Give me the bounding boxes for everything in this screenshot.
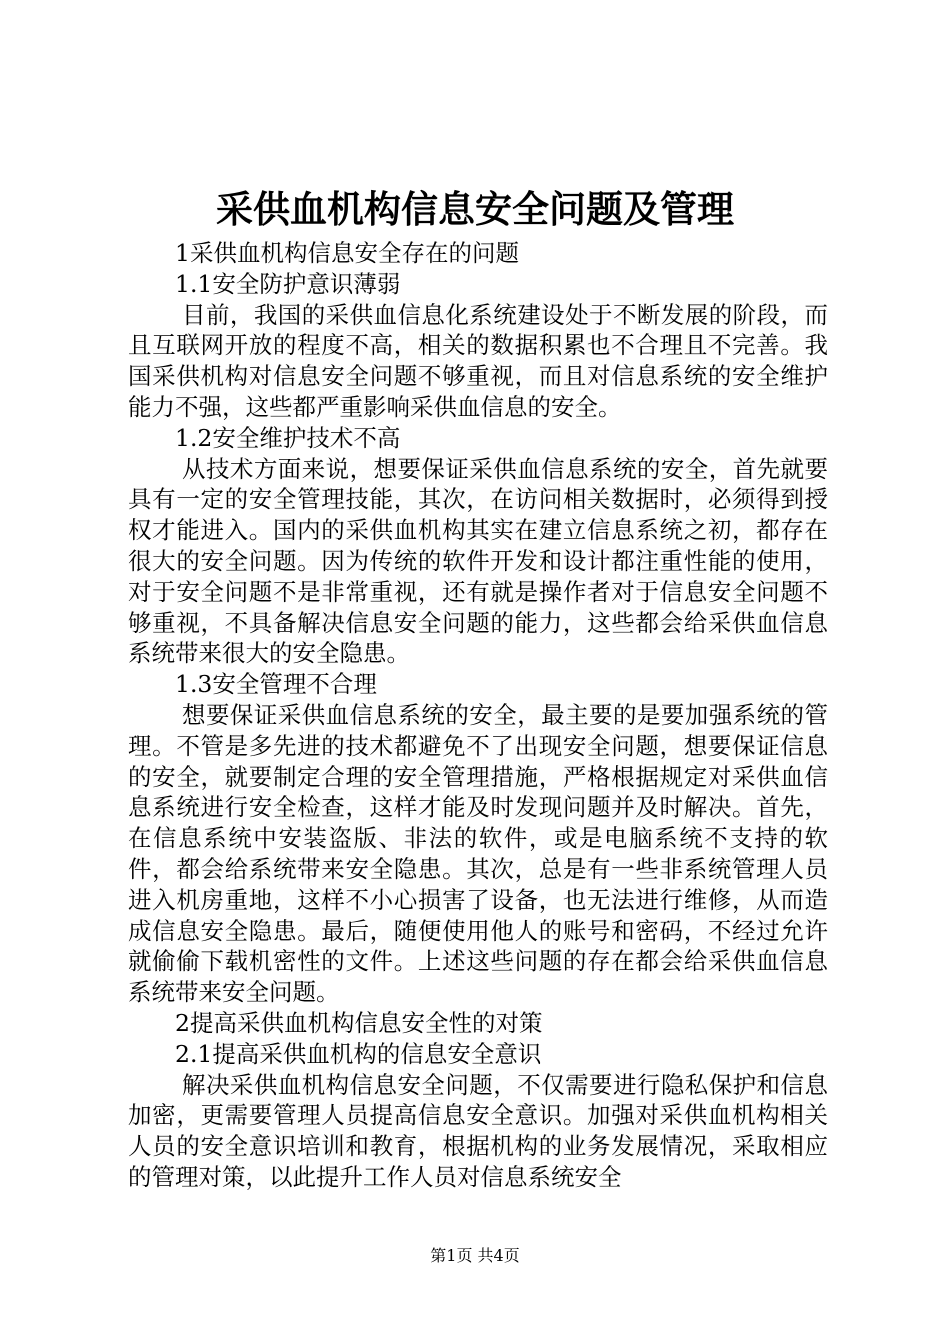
body-paragraph: 想要保证采供血信息系统的安全，最主要的是要加强系统的管理。不管是多先进的技术都避免不了出现安全问题，想要保证信息的安全，就要制定合理的安全管理措施，严格根据规定对采供血信息系统进行安全检查，这样才能及时发现问题并及时解决。首先，在信息系统中安装盗版、非法的软件，或是电脑系统不支持的软件，都会给系统带来安全隐患。其次，总是有一些非系统管理人员进入机房重地，这样不小心损害了设备，也无法进行维修，从而造成信息安全隐患。最后，随便使用他人的账号和密码，不经过允许就偷偷下载机密性的文件。上述这些问题的存在都会给采供血信息系统带来安全问题。	[128, 700, 828, 1007]
section-heading: 1采供血机构信息安全存在的问题	[175, 239, 519, 267]
subsection-heading: 1.3安全管理不合理	[175, 670, 377, 699]
body-paragraph: 目前，我国的采供血信息化系统建设处于不断发展的阶段，而且互联网开放的程度不高，相关的数据积累也不合理且不完善。我国采供机构对信息安全问题不够重视，而且对信息系统的安全维护能力不强，这些都严重影响采供血信息的安全。	[128, 300, 828, 421]
document-title: 采供血机构信息安全问题及管理	[216, 187, 734, 231]
page-footer: 第1页 共4页	[430, 1246, 520, 1265]
body-paragraph: 解决采供血机构信息安全问题，不仅需要进行隐私保护和信息加密，更需要管理人员提高信息安全意识。加强对采供血机构相关人员的安全意识培训和教育，根据机构的业务发展情况，采取相应的管理对策，以此提升工作人员对信息系统安全	[128, 1070, 828, 1191]
subsection-heading: 1.2安全维护技术不高	[175, 423, 401, 452]
document-body	[128, 238, 828, 1193]
body-paragraph: 从技术方面来说，想要保证采供血信息系统的安全，首先就要具有一定的安全管理技能，其次，在访问相关数据时，必须得到授权才能进入。国内的采供血机构其实在建立信息系统之初，都存在很大的安全问题。因为传统的软件开发和设计都注重性能的使用，对于安全问题不是非常重视，还有就是操作者对于信息安全问题不够重视，不具备解决信息安全问题的能力，这些都会给采供血信息系统带来很大的安全隐患。	[128, 454, 828, 668]
subsection-heading: 1.1安全防护意识薄弱	[175, 269, 401, 298]
section-heading: 2提高采供血机构信息安全性的对策	[175, 1008, 543, 1037]
subsection-heading: 2.1提高采供血机构的信息安全意识	[175, 1039, 542, 1068]
